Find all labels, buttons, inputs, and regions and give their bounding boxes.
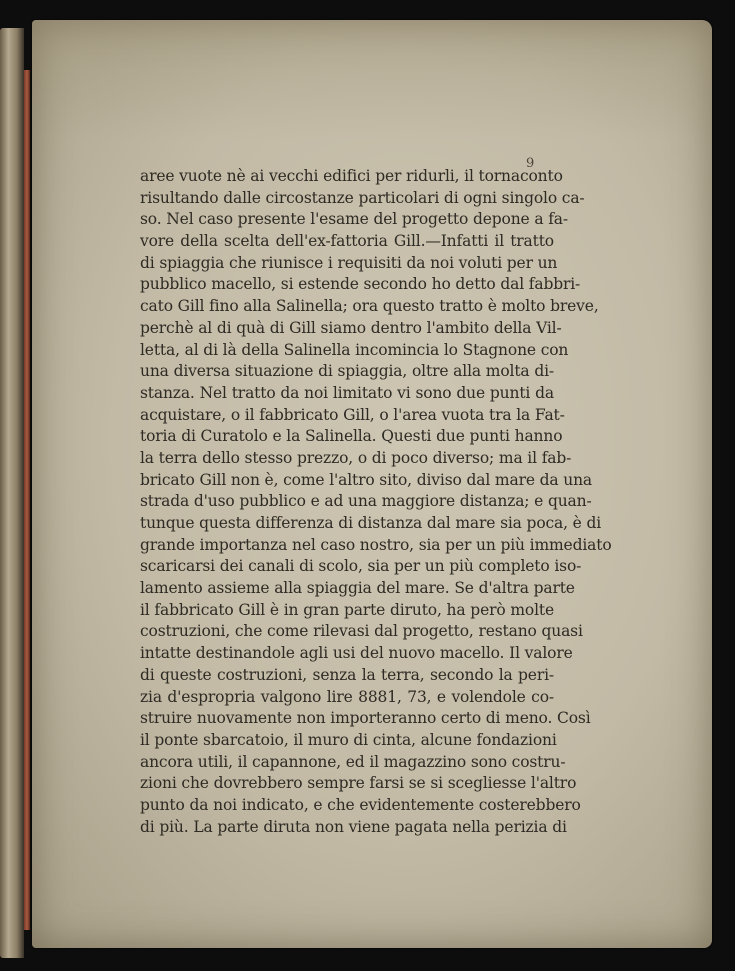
text-line: acquistare, o il fabbricato Gill, o l'area vuota tra la Fat- xyxy=(140,405,565,424)
text-line: struire nuovamente non importeranno certo di meno. Così xyxy=(140,709,591,728)
text-line: aree vuote nè ai vecchi edifici per ridurli, il tornaconto xyxy=(140,167,563,185)
text-line: bricato Gill non è, come l'altro sito, diviso dal mare da una xyxy=(140,470,593,489)
text-line: ancora utili, il capannone, ed il magazzino sono costru- xyxy=(140,752,566,771)
text-line: la terra dello stesso prezzo, o di poco diverso; ma il fab- xyxy=(140,448,572,467)
text-line: punto da noi indicato, e che evidentemente costerebbero xyxy=(140,795,581,814)
text-line: di più. La parte diruta non viene pagata nella perizia di xyxy=(140,817,567,836)
body-text xyxy=(140,166,612,838)
text-line: scaricarsi dei canali di scolo, sia per un più completo iso- xyxy=(140,557,582,576)
text-line: di spiaggia che riunisce i requisiti da noi voluti per un xyxy=(140,253,558,272)
text-line: grande importanza nel caso nostro, sia per un più immediato xyxy=(140,535,612,554)
text-line: intatte destinandole agli usi del nuovo macello. Il valore xyxy=(140,644,573,663)
text-line: letta, al di là della Salinella incomincia lo Stagnone con xyxy=(140,340,569,359)
text-line: risultando dalle circostanze particolari di ogni singolo ca- xyxy=(140,188,585,207)
text-line: strada d'uso pubblico e ad una maggiore distanza; e quan- xyxy=(140,492,592,511)
text-line: stanza. Nel tratto da noi limitato vi sono due punti da xyxy=(140,383,554,402)
text-line: toria di Curatolo e la Salinella. Questi due punti hanno xyxy=(140,427,563,446)
page-number: 9 xyxy=(526,156,535,171)
text-line: cato Gill fino alla Salinella; ora questo tratto è molto breve, xyxy=(140,297,599,316)
page-stain xyxy=(32,20,712,140)
text-line: so. Nel caso presente l'esame del progetto depone a fa- xyxy=(140,210,568,229)
text-line: il ponte sbarcatoio, il muro di cinta, alcune fondazioni xyxy=(140,730,557,749)
text-line: tunque questa differenza di distanza dal mare sia poca, è di xyxy=(140,514,602,532)
text-line: il fabbricato Gill è in gran parte diruto, ha però molte xyxy=(140,600,554,619)
text-line: zia d'espropria valgono lire 8881, 73, e volendole co- xyxy=(140,687,554,706)
text-line: zioni che dovrebbero sempre farsi se si scegliesse l'altro xyxy=(140,774,577,793)
text-line: lamento assieme alla spiaggia del mare. Se d'altra parte xyxy=(140,579,575,598)
text-line: perchè al di quà di Gill siamo dentro l'ambito della Vil- xyxy=(140,318,562,337)
text-line: pubblico macello, si estende secondo ho detto dal fabbri- xyxy=(140,275,581,294)
text-line: una diversa situazione di spiaggia, oltre alla molta di- xyxy=(140,362,554,381)
book-spine xyxy=(0,28,24,958)
text-line: di queste costruzioni, senza la terra, secondo la peri- xyxy=(140,665,554,684)
book-binding-edge xyxy=(24,70,30,930)
text-line: vore della scelta dell'ex-fattoria Gill.—Infatti il tratto xyxy=(140,232,554,251)
text-line: costruzioni, che come rilevasi dal progetto, restano quasi xyxy=(140,622,583,641)
